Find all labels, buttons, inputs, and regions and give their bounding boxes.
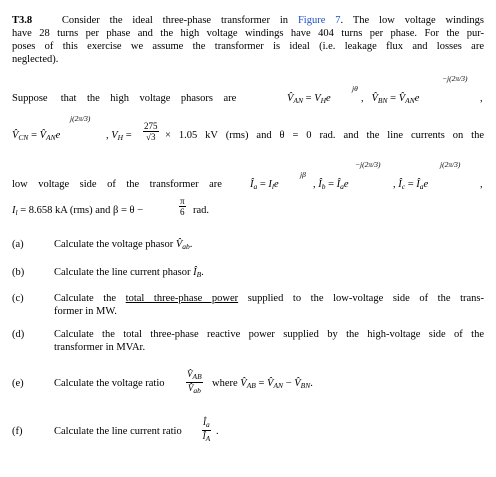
vbn-equation: , $V̂_{BN}$ = $V̂_{AN}e$ — [361, 93, 420, 105]
exp-theta: jθ — [352, 84, 358, 93]
ib-equation: , $Î_b$ = $Î_ae$ — [313, 179, 349, 191]
item-d-text: Calculate the total three-phase reactive power supplied by the high-voltage side of the — [54, 329, 484, 340]
intro-line-4: neglected). — [12, 54, 59, 65]
item-c-label: (c) — [12, 293, 24, 304]
item-c-text-2: former in MW. — [54, 306, 117, 317]
figure-link[interactable]: Figure 7 — [297, 15, 341, 26]
item-d-label: (d) — [12, 329, 25, 340]
intro-line-2: have 28 turns per phase and the high voltage windings have 404 turns per phase. For the pur- — [12, 28, 484, 39]
vh-label: , $V_H$ = — [106, 130, 132, 142]
beta-unit: rad. — [193, 205, 210, 216]
intro-line-3: poses of this exercise we assume the transformer is ideal (i.e. leakage flux and losses are — [12, 41, 484, 52]
exp-pos-2pi3-ic: j(2π/3) — [440, 160, 461, 169]
current-ratio-fraction: $\frac{Î_a}{Î_A}$ — [202, 417, 211, 443]
item-a-text: Calculate the voltage phasor $V̂_{ab}$. — [54, 239, 193, 251]
item-e-text: Calculate the voltage ratio — [54, 378, 165, 389]
intro-line-1 — [12, 14, 484, 27]
il-equation: $I_l = 8.658$ kA (rms) and β = θ − — [12, 205, 144, 217]
exp-neg-2pi3: −j(2π/3) — [442, 74, 468, 83]
item-e-label: (e) — [12, 378, 24, 389]
item-a-label: (a) — [12, 239, 24, 250]
problem-number: T3.8 — [12, 15, 33, 26]
exp-pos-2pi3-vcn: j(2π/3) — [70, 114, 91, 123]
vh-tail: × 1.05 kV (rms) and θ = 0 rad. and the line currents on the — [165, 130, 484, 141]
exp-beta: jβ — [300, 170, 306, 179]
ic-equation: , $Î_c$ = $Î_ae$ — [393, 179, 429, 191]
intro-text-b: . The low voltage windings — [340, 15, 485, 26]
vcn-equation: $V̂_{CN}$ = $V̂_{AN}e$ — [12, 130, 61, 142]
low-voltage-line: low voltage side of the transformer are — [12, 179, 222, 190]
suppose-line: Suppose that the high voltage phasors are — [12, 93, 237, 104]
item-b-text: Calculate the line current phasor $Î_B$. — [54, 267, 204, 279]
item-c-text: Calculate the total three-phase power supplied to the low-voltage side of the trans- — [54, 293, 485, 304]
item-e-where: where $V̂_{AB}$ = $V̂_{AN}$ − $V̂_{BN}$. — [212, 378, 313, 390]
beta-fraction: $\frac{\pi}{6}$ — [180, 196, 185, 217]
exp-neg-2pi3-ib: −j(2π/3) — [355, 160, 381, 169]
total-power-link[interactable]: total three-phase power — [125, 293, 239, 304]
item-f-text: Calculate the line current ratio — [54, 426, 182, 437]
vh-fraction: $\frac{275}{√3}$ — [144, 121, 158, 142]
item-b-label: (b) — [12, 267, 25, 278]
voltage-ratio-fraction: $\frac{V̂_{AB}}{V̂_{ab}}$ — [187, 369, 202, 395]
intro-text-a: Consider the ideal three-phase transformer in — [61, 15, 289, 26]
ia-equation: $Î_a = I_le$ — [250, 179, 279, 191]
van-equation: $V̂_{AN} = V_He$ — [287, 93, 331, 105]
item-d-text-2: transformer in MVAr. — [54, 342, 146, 353]
item-f-label: (f) — [12, 426, 23, 437]
